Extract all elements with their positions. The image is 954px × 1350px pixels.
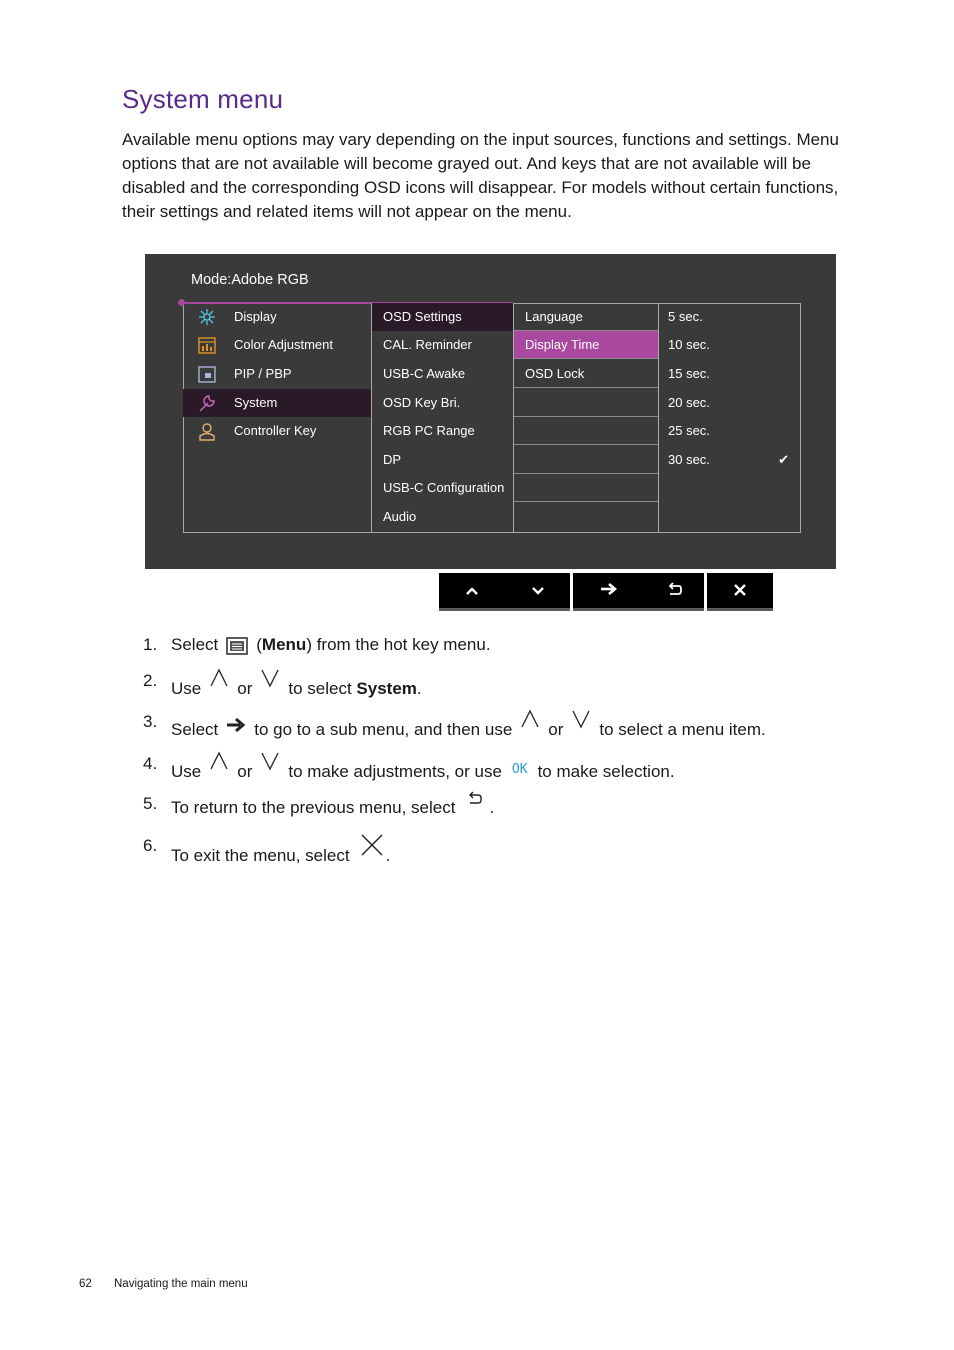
step-text-part: To return to the previous menu, select	[171, 798, 456, 817]
sub-menu-label: DP	[383, 452, 402, 467]
step-text-part: to make selection.	[537, 762, 675, 781]
wrench-icon	[197, 393, 217, 413]
back-icon	[667, 582, 683, 596]
sub-menu-item[interactable]	[372, 474, 513, 502]
step-text-part: to select a menu item.	[599, 720, 766, 739]
osd-settings-item[interactable]	[514, 360, 658, 388]
close-icon	[360, 833, 384, 857]
main-menu-item-color-adjustment[interactable]	[183, 331, 371, 359]
osd-settings-label: OSD Lock	[525, 366, 585, 381]
osd-settings-item[interactable]	[514, 303, 658, 331]
page-title: System menu	[122, 84, 284, 114]
back-button[interactable]	[645, 573, 704, 608]
mode-label: Mode:	[191, 272, 232, 288]
enter-arrow-icon	[600, 582, 618, 596]
close-icon	[734, 584, 746, 596]
main-menu-label: Display	[234, 309, 277, 324]
osd-settings-label: Display Time	[525, 337, 600, 352]
step-text-part: .	[489, 798, 495, 817]
main-menu-label: System	[234, 395, 278, 410]
option-item[interactable]	[659, 303, 801, 331]
step-text-part: Use	[171, 679, 202, 698]
down-icon	[571, 709, 591, 729]
step-text-part: .	[385, 846, 391, 865]
back-icon	[467, 791, 483, 807]
sub-menu-item[interactable]	[372, 417, 513, 445]
option-item[interactable]	[659, 389, 801, 417]
sub-menu-label: OSD Key Bri.	[383, 395, 461, 410]
sub-menu	[371, 303, 513, 533]
osd-panel	[145, 254, 836, 569]
footer-section-title: Navigating the main menu	[114, 1278, 248, 1290]
option-label: 10 sec.	[668, 337, 710, 352]
empty-row	[514, 417, 658, 445]
exit-button-group	[707, 573, 773, 611]
display-time-options	[658, 303, 801, 533]
up-icon	[465, 586, 479, 596]
osd-settings-menu	[513, 303, 658, 533]
step-number: 1.	[143, 635, 158, 654]
step-text-bold: System	[356, 679, 417, 698]
step-number: 3.	[143, 712, 158, 731]
step-text	[171, 791, 494, 821]
step-text-part: ) from the hot key menu.	[306, 635, 491, 654]
enter-button[interactable]	[573, 573, 645, 608]
sub-menu-label: USB-C Awake	[383, 366, 466, 381]
step-number: 4.	[143, 754, 158, 773]
step-text	[171, 709, 766, 743]
osd-settings-item[interactable]	[514, 331, 658, 359]
sub-menu-label: CAL. Reminder	[383, 337, 472, 352]
down-button[interactable]	[505, 573, 570, 608]
main-menu	[183, 303, 371, 533]
sub-menu-label: RGB PC Range	[383, 423, 475, 438]
exit-button[interactable]	[707, 573, 773, 608]
sub-menu-label: OSD Settings	[383, 309, 462, 324]
pip-pbp-icon	[197, 364, 217, 384]
person-icon	[197, 421, 217, 441]
color-adjustment-icon	[197, 335, 217, 355]
main-menu-item-display[interactable]	[183, 303, 371, 331]
step-text-part: to make adjustments, or use	[288, 762, 502, 781]
main-menu-label: Color Adjustment	[234, 337, 333, 352]
option-label: 5 sec.	[668, 309, 703, 324]
intro-paragraph: Available menu options may vary depending on the input sources, functions and settings. Menu options that are not available will become grayed out. And keys that are not available will be disabled and the corresponding OSD icons will disappear. For models without certain functions, their settings and related items will not appear on the menu.	[122, 130, 839, 221]
sub-menu-item[interactable]	[372, 303, 513, 331]
step-text-part: Use	[171, 762, 202, 781]
step-text-bold: Menu	[261, 635, 307, 654]
sub-menu-item[interactable]	[372, 389, 513, 417]
option-label: 25 sec.	[668, 423, 710, 438]
main-menu-item-system[interactable]	[183, 389, 371, 417]
step-text	[171, 751, 675, 785]
sub-menu-item[interactable]	[372, 360, 513, 388]
osd-mode	[191, 272, 309, 288]
enter-arrow-icon	[226, 717, 246, 733]
sub-menu-label: USB-C Configuration	[383, 480, 505, 495]
empty-row	[514, 389, 658, 417]
action-button-group	[573, 573, 704, 611]
sub-menu-label: Audio	[383, 509, 417, 524]
up-icon	[520, 709, 540, 729]
empty-row	[514, 474, 658, 502]
up-button[interactable]	[439, 573, 505, 608]
main-menu-item-controller-key[interactable]	[183, 417, 371, 445]
main-menu-label: PIP / PBP	[234, 366, 292, 381]
step-text-part: Select	[171, 635, 219, 654]
mode-value: Adobe RGB	[231, 272, 309, 288]
step-text-part: .	[416, 679, 422, 698]
osd-settings-label: Language	[525, 309, 583, 324]
option-item[interactable]	[659, 360, 801, 388]
step-text	[171, 668, 422, 702]
step-number: 5.	[143, 794, 158, 813]
step-number: 6.	[143, 836, 158, 855]
option-item-selected[interactable]	[659, 446, 801, 474]
empty-row	[514, 503, 658, 531]
menu-icon	[226, 637, 248, 655]
sub-menu-item[interactable]	[372, 331, 513, 359]
step-number: 2.	[143, 671, 158, 690]
empty-row	[514, 446, 658, 474]
step-text-part: Select	[171, 720, 219, 739]
step-text-part: to select	[288, 679, 352, 698]
main-menu-label: Controller Key	[234, 423, 317, 438]
step-text-part: or	[237, 679, 253, 698]
option-item[interactable]	[659, 331, 801, 359]
option-label: 30 sec.	[668, 452, 710, 467]
step-text-part: To exit the menu, select	[171, 846, 350, 865]
up-icon	[209, 668, 229, 688]
checkmark-icon: ✔	[778, 452, 789, 467]
display-icon	[197, 307, 217, 327]
main-menu-item-pip-pbp[interactable]	[183, 360, 371, 388]
page-number: 62	[79, 1278, 92, 1290]
nav-button-group	[439, 573, 570, 611]
step-text-part: (	[256, 635, 262, 654]
sub-menu-item[interactable]	[372, 503, 513, 531]
sub-menu-item[interactable]	[372, 446, 513, 474]
down-icon	[260, 751, 280, 771]
step-text-part: or	[237, 762, 253, 781]
up-icon	[209, 751, 229, 771]
step-text-part: to go to a sub menu, and then use	[254, 720, 513, 739]
step-text	[171, 833, 390, 869]
ok-icon: OK	[511, 762, 528, 777]
option-item[interactable]	[659, 417, 801, 445]
option-label: 20 sec.	[668, 395, 710, 410]
option-label: 15 sec.	[668, 366, 710, 381]
down-icon	[260, 668, 280, 688]
step-text	[171, 632, 491, 658]
down-icon	[531, 586, 545, 596]
step-text-part: or	[548, 720, 564, 739]
